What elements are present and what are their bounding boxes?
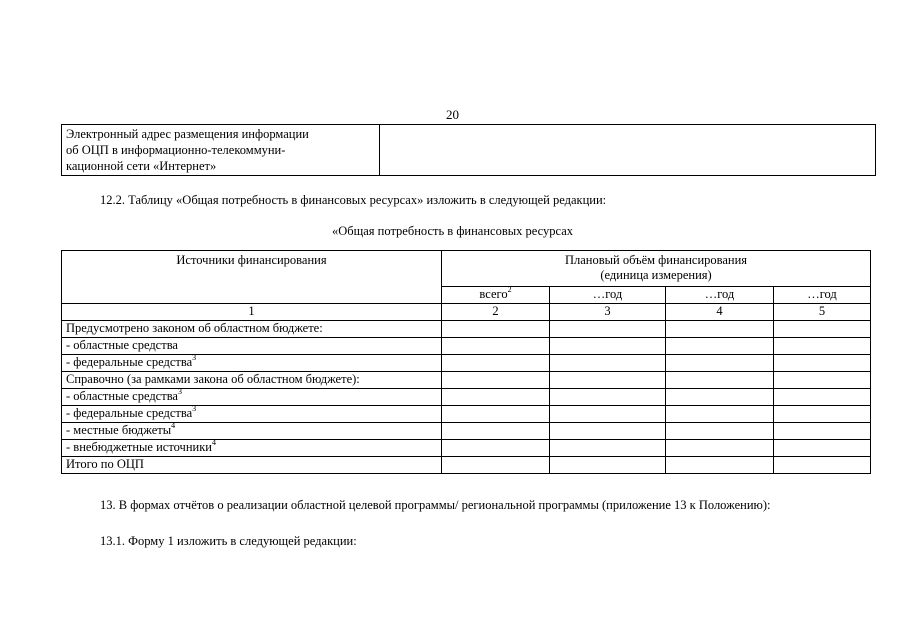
subheader-year: …год (666, 287, 774, 304)
table-cell (666, 440, 774, 457)
subheader-total-label: всего (479, 287, 508, 301)
table-cell (666, 389, 774, 406)
row-label-text: - внебюджетные источники (66, 440, 212, 454)
address-label-line: кационной сети «Интернет» (66, 159, 217, 173)
subheader-year: …год (774, 287, 871, 304)
table-cell (774, 389, 871, 406)
table-cell (666, 423, 774, 440)
row-label (62, 389, 442, 406)
row-label-text: - федеральные средства (66, 355, 193, 369)
column-number: 3 (550, 304, 666, 321)
table-cell (666, 406, 774, 423)
address-label-line: Электронный адрес размещения информации (66, 127, 309, 141)
footnote-marker: 2 (507, 285, 512, 294)
table-cell (550, 406, 666, 423)
table-cell (666, 338, 774, 355)
table-cell (442, 338, 550, 355)
row-label-text: - областные средства (66, 389, 178, 403)
column-number: 1 (62, 304, 442, 321)
table-cell (442, 372, 550, 389)
column-number-row (62, 304, 871, 321)
header-plan-line2: (единица измерения) (600, 268, 712, 282)
table-cell (774, 457, 871, 474)
table-cell (774, 372, 871, 389)
table-cell (550, 440, 666, 457)
table-cell (774, 440, 871, 457)
table-row-total (62, 457, 871, 474)
paragraph-13-1: 13.1. Форму 1 изложить в следующей редакции: (100, 534, 357, 548)
table-cell (550, 389, 666, 406)
row-label (62, 440, 442, 457)
footnote-marker: 3 (192, 404, 197, 413)
column-number: 4 (666, 304, 774, 321)
row-label-text: Итого по ОЦП (66, 457, 144, 471)
column-number: 5 (774, 304, 871, 321)
table-cell (550, 457, 666, 474)
table-cell (666, 372, 774, 389)
table-row (62, 355, 871, 372)
row-label-text: - областные средства (66, 338, 178, 352)
table-cell (550, 372, 666, 389)
table-cell (442, 440, 550, 457)
table-cell (442, 406, 550, 423)
row-label (62, 423, 442, 440)
row-label-text: - федеральные средства (66, 406, 193, 420)
row-label (62, 321, 442, 338)
table-cell (550, 355, 666, 372)
row-label (62, 457, 442, 474)
address-table (61, 124, 876, 176)
table-cell (774, 338, 871, 355)
financing-table (61, 250, 871, 474)
row-label-text: - местные бюджеты (66, 423, 172, 437)
subheader-year: …год (550, 287, 666, 304)
table-cell (442, 423, 550, 440)
table-cell (666, 457, 774, 474)
footnote-marker: 4 (171, 421, 176, 430)
table-cell (550, 338, 666, 355)
table-row (62, 338, 871, 355)
table-cell (550, 321, 666, 338)
table-cell (666, 355, 774, 372)
row-label-text: Предусмотрено законом об областном бюджете: (66, 321, 323, 335)
row-label (62, 338, 442, 355)
page-number: 20 (446, 107, 459, 122)
footnote-marker: 3 (192, 353, 197, 362)
row-label (62, 406, 442, 423)
table-cell (550, 423, 666, 440)
footnote-marker: 3 (177, 387, 182, 396)
paragraph-13: 13. В формах отчётов о реализации областной целевой программы/ региональной программы (приложение 13 к Положению): (100, 498, 771, 512)
table-row (62, 321, 871, 338)
address-label-cell (62, 125, 380, 175)
table-cell (442, 457, 550, 474)
row-label-text: Справочно (за рамками закона об областном бюджете): (66, 372, 360, 386)
header-source: Источники финансирования (62, 251, 442, 304)
address-label-line: об ОЦП в информационно-телекоммуни- (66, 143, 286, 157)
table-cell (774, 355, 871, 372)
table-header-row (62, 251, 871, 287)
table-cell (774, 321, 871, 338)
table-cell (774, 423, 871, 440)
table-row (62, 389, 871, 406)
table-cell (442, 321, 550, 338)
table-row (62, 406, 871, 423)
table-cell (442, 389, 550, 406)
paragraph-12-2: 12.2. Таблицу «Общая потребность в финансовых ресурсах» изложить в следующей редакции: (100, 193, 607, 207)
header-plan (442, 251, 871, 287)
footnote-marker: 4 (211, 438, 216, 447)
header-plan-line1: Плановый объём финансирования (564, 253, 748, 267)
table-cell (442, 355, 550, 372)
table-caption: «Общая потребность в финансовых ресурсах (331, 224, 574, 238)
column-number: 2 (442, 304, 550, 321)
row-label (62, 372, 442, 389)
row-label (62, 355, 442, 372)
table-row (62, 372, 871, 389)
subheader-total (442, 287, 550, 304)
table-cell (666, 321, 774, 338)
table-cell (774, 406, 871, 423)
address-value-cell (380, 125, 875, 175)
table-row (62, 423, 871, 440)
table-row (62, 440, 871, 457)
